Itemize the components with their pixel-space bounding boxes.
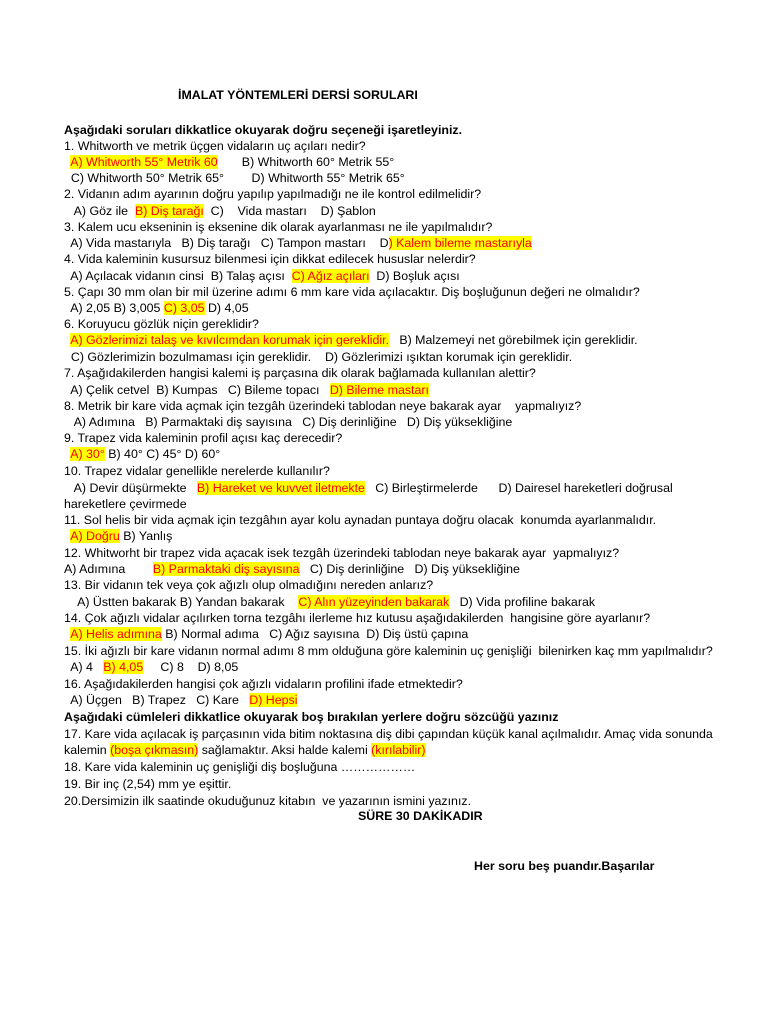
highlighted-answer: A) Gözlerimizi talaş ve kıvılcımdan korumak için gereklidir.: [70, 333, 390, 347]
text-segment: A) Adımına: [64, 562, 153, 576]
highlighted-answer: D) Hepsi: [249, 693, 298, 707]
text-line: [64, 203, 376, 220]
text-segment: 17. Kare vida açılacak iş parçasının vida bitim noktasına diş dibi çapından küçük kanal açılmalıdır. Amaç vida sonunda: [64, 727, 713, 741]
text-line: [64, 122, 462, 139]
text-segment: Aşağıdaki soruları dikkatlice okuyarak doğru seçeneği işaretleyiniz.: [64, 123, 463, 137]
text-line: [64, 742, 426, 759]
text-line: [64, 170, 405, 187]
text-segment: 7. Aşağıdakilerden hangisi kalemi iş parçasına dik olarak bağlamada kullanılan alettir?: [64, 366, 536, 380]
highlighted-answer: B) Parmaktaki diş sayısına: [152, 562, 300, 576]
text-segment: 19. Bir inç (2,54) mm ye eşittir.: [64, 777, 232, 791]
text-line: [64, 480, 673, 497]
text-line: [64, 512, 656, 529]
text-line: [64, 610, 650, 627]
text-segment: C) Vida mastarı D) Şablon: [203, 204, 376, 218]
text-segment: 11. Sol helis bir vida açmak için tezgâhın ayar kolu aynadan puntaya doğru olacak konumda ayarlanmalıdır.: [64, 513, 657, 527]
text-line: [64, 154, 394, 171]
text-segment: C) Gözlerimizin bozulmaması için gereklidir. D) Gözlerimizi ışıktan korumak için gereklidir.: [64, 350, 573, 364]
text-segment: A) Açılacak vidanın cinsi B) Talaş açısı: [64, 269, 292, 283]
text-line: [64, 268, 460, 285]
text-line: [64, 463, 330, 480]
highlighted-answer: C) 3,05: [163, 301, 205, 315]
text-segment: D) 4,05: [204, 301, 249, 315]
text-segment: 8. Metrik bir kare vida açmak için tezgâh üzerindeki tablodan neye bakarak ayar yapmalıyız?: [64, 399, 582, 413]
text-line: [64, 676, 463, 693]
text-line: [64, 643, 713, 660]
text-segment: 14. Çok ağızlı vidalar açılırken torna tezgâhı ilerleme hız kutusu aşağıdakilerden hangisine göre ayarlanır?: [64, 611, 651, 625]
text-segment: B) Whitworth 60° Metrik 55°: [217, 155, 395, 169]
text-line: [64, 138, 366, 155]
text-segment: A) Üstten bakarak B) Yandan bakarak: [64, 595, 299, 609]
text-line: [64, 382, 429, 399]
highlighted-answer: D) Bileme mastarı: [329, 383, 429, 397]
text-line: [64, 186, 481, 203]
highlighted-answer: B) 4,05: [103, 660, 144, 674]
page-title: İMALAT YÖNTEMLERİ DERSİ SORULARI: [178, 88, 418, 102]
text-line: [64, 251, 476, 268]
highlighted-answer: A) 30°: [70, 447, 105, 461]
highlighted-answer: A) Helis adımına: [70, 627, 162, 641]
text-segment: 2. Vidanın adım ayarının doğru yapılıp yapılmadığı ne ile kontrol edilmelidir?: [64, 187, 482, 201]
text-segment: sağlamaktır. Aksi halde kalemi: [198, 743, 372, 757]
text-segment: A) Devir düşürmekte: [64, 481, 197, 495]
text-segment: A) Adımına B) Parmaktaki diş sayısına C) Diş derinliğine D) Diş yüksekliğine: [64, 415, 513, 429]
text-segment: 3. Kalem ucu ekseninin iş eksenine dik olarak ayarlanması ne ile yapılmalıdır?: [64, 220, 493, 234]
text-segment: B) 40° C) 45° D) 60°: [104, 447, 221, 461]
text-segment: 9. Trapez vida kaleminin profil açısı kaç derecedir?: [64, 431, 343, 445]
text-line: [64, 300, 249, 317]
text-line: [64, 726, 713, 743]
text-segment: A) Üçgen B) Trapez C) Kare: [64, 693, 250, 707]
highlighted-answer: B) Hareket ve kuvvet iletmekte: [196, 481, 365, 495]
text-segment: 16. Aşağıdakilerden hangisi çok ağızlı vidaların profilini ifade etmektedir?: [64, 677, 463, 691]
text-segment: C) Whitworth 50° Metrik 65° D) Whitworth 55° Metrik 65°: [64, 171, 405, 185]
text-line: [64, 365, 536, 382]
text-segment: 5. Çapı 30 mm olan bir mil üzerine adımı 6 mm kare vida açılacaktır. Diş boşluğunun değeri ne olmalıdır?: [64, 285, 640, 299]
text-line: [64, 759, 415, 776]
highlighted-answer: A) Doğru: [70, 529, 120, 543]
text-line: [64, 284, 640, 301]
text-line: [64, 332, 638, 349]
highlighted-answer: C) Ağız açıları: [291, 269, 370, 283]
text-segment: C) Birleştirmelerde D) Dairesel hareketleri doğrusal: [364, 481, 673, 495]
text-segment: 12. Whitworht bir trapez vida açacak isek tezgâh üzerindeki tablodan neye bakarak ayar yapmalıyız?: [64, 546, 620, 560]
text-line: [64, 446, 220, 463]
text-segment: A) Göz ile: [64, 204, 135, 218]
text-line: [64, 349, 572, 366]
text-segment: C) Diş derinliğine D) Diş yüksekliğine: [299, 562, 520, 576]
text-line: [64, 528, 172, 545]
text-segment: 18. Kare vida kaleminin uç genişliği diş boşluğuna ………………: [64, 760, 416, 774]
text-segment: 13. Bir vidanın tek veya çok ağızlı olup olmadığını nereden anlarız?: [64, 578, 434, 592]
text-segment: B) Malzemeyi net görebilmek için gereklidir.: [389, 333, 638, 347]
duration-note: SÜRE 30 DAKİKADIR: [358, 809, 483, 823]
highlighted-answer: A) Whitworth 55° Metrik 60: [70, 155, 218, 169]
text-line: [64, 659, 238, 676]
text-line: [64, 692, 297, 709]
text-segment: hareketlere çevirmede: [64, 497, 187, 511]
highlighted-answer: ) Kalem bileme mastarıyla: [388, 236, 532, 250]
text-segment: B) Normal adıma C) Ağız sayısına D) Diş üstü çapına: [161, 627, 469, 641]
text-line: [64, 414, 512, 431]
text-segment: Aşağıdaki cümleleri dikkatlice okuyarak boş bırakılan yerlere doğru sözcüğü yazınız: [64, 710, 559, 724]
text-segment: C) 8 D) 8,05: [143, 660, 239, 674]
text-line: [64, 545, 619, 562]
text-segment: D) Vida profiline bakarak: [449, 595, 596, 609]
text-segment: 4. Vida kaleminin kusursuz bilenmesi için dikkat edilecek hususlar nelerdir?: [64, 252, 476, 266]
text-segment: kalemin: [64, 743, 111, 757]
text-line: [64, 561, 520, 578]
text-line: [64, 496, 187, 513]
text-segment: 20.Dersimizin ilk saatinde okuduğunuz kitabın ve yazarının ismini yazınız.: [64, 794, 472, 808]
text-segment: D) Boşluk açısı: [369, 269, 460, 283]
text-line: [64, 793, 471, 810]
text-line: [64, 776, 231, 793]
text-segment: 6. Koruyucu gözlük niçin gereklidir?: [64, 317, 259, 331]
text-segment: A) Vida mastarıyla B) Diş tarağı C) Tampon mastarı D: [64, 236, 389, 250]
highlighted-answer: (kırılabilir): [371, 743, 426, 757]
text-line: [64, 219, 492, 236]
text-line: [64, 626, 468, 643]
text-line: [64, 235, 532, 252]
footer-note: Her soru beş puandır.Başarılar: [474, 859, 655, 873]
text-line: [64, 430, 342, 447]
text-segment: A) 4: [64, 660, 104, 674]
highlighted-answer: B) Diş tarağı: [134, 204, 204, 218]
text-segment: 1. Whitworth ve metrik üçgen vidaların uç açıları nedir?: [64, 139, 366, 153]
text-line: [64, 709, 558, 726]
text-segment: B) Yanlış: [119, 529, 173, 543]
text-line: [64, 398, 581, 415]
highlighted-answer: C) Alın yüzeyinden bakarak: [298, 595, 450, 609]
text-line: [64, 316, 259, 333]
text-segment: A) Çelik cetvel B) Kumpas C) Bileme topacı: [64, 383, 330, 397]
text-line: [64, 594, 595, 611]
highlighted-answer: (boşa çıkmasın): [110, 743, 199, 757]
text-line: [64, 577, 433, 594]
text-segment: 10. Trapez vidalar genellikle nerelerde kullanılır?: [64, 464, 330, 478]
text-segment: A) 2,05 B) 3,005: [64, 301, 164, 315]
text-segment: 15. İki ağızlı bir kare vidanın normal adımı 8 mm olduğuna göre kaleminin uç genişliği bilenirken kaç mm yapılmalıdır?: [64, 644, 713, 658]
